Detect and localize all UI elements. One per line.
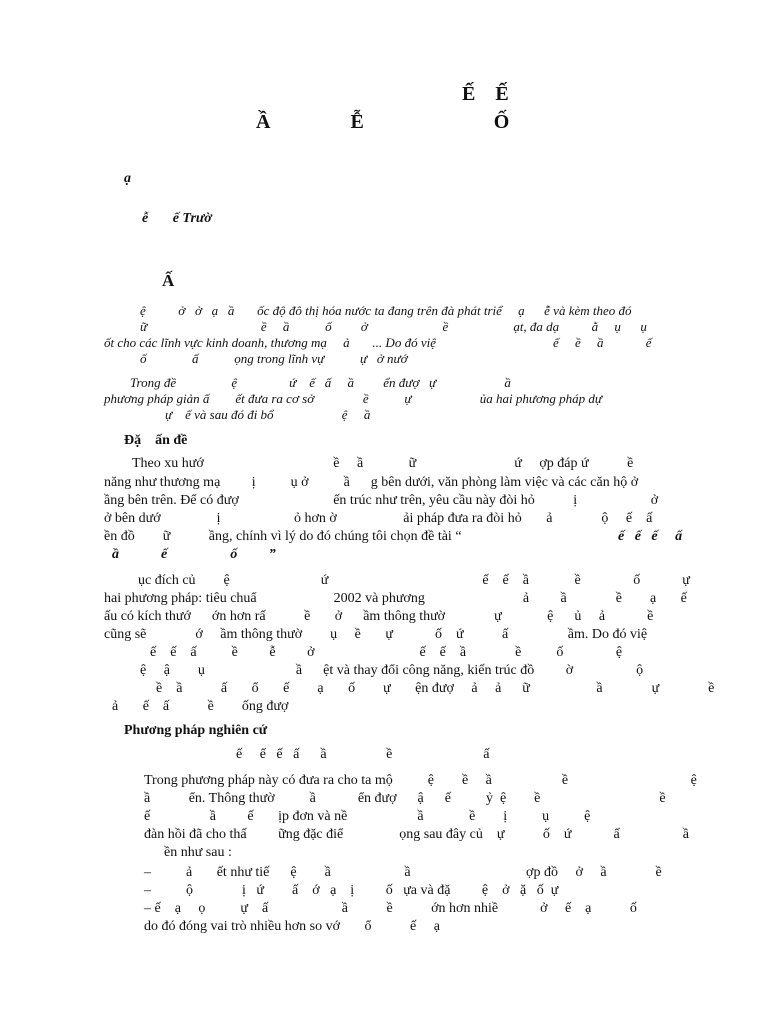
body-line: đàn hồi đã cho thấ ững đặc điể ọng sau đây củ ự ố ứ ấ ầ: [144, 827, 689, 842]
bullet-item: – ế ạ ọ ự ấ ầ ề ớn hơn nhiề ở ế ạ ố: [144, 901, 637, 916]
body-line: ấu có kích thướ ớn hơn rấ ề ở ầm thông thườ ự ệ ủ ả ề: [104, 609, 654, 624]
bullet-item: – ộ ị ứ ấ ớ ạ ị ố ựa và đặ ệ ở ặ ố ự: [144, 883, 559, 898]
body-line: năng như thương mạ ị ụ ở ầ g bên dưới, văn phòng làm việc và các căn hộ ở: [104, 475, 639, 490]
body-line: Trong phương pháp này có đưa ra cho ta mộ ệ ề ầ ề ệ: [144, 773, 697, 788]
abstract-line: ốt cho các lĩnh vực kinh doanh, thương mạ ả ... Do đó việ ế ề ầ ế: [104, 335, 652, 350]
body-line: ả ế ấ ề ống đượ: [112, 699, 289, 714]
section-heading-introduction: Đặ ấn đề: [124, 433, 188, 448]
body-line: ề ầ ấ ổ ế ạ ố ự ện đượ ả ả ữ ầ ự ề: [156, 681, 715, 696]
body-line: cũng sẽ ớ ầm thông thườ ụ ề ự ố ứ ấ ầm. Do đó việ: [104, 627, 648, 642]
abstract-line: phương pháp giản ấ ết đưa ra cơ sở ề ự ủa hai phương pháp dự: [104, 391, 602, 406]
abstract-line: ệ ở ở ạ ầ ốc độ đô thị hóa nước ta đang trên đà phát triể ạ ễ và kèm theo đó: [140, 303, 632, 318]
bullet-item: – ả ết như tiế ệ ầ ầ ợp đồ ở ầ ề: [144, 865, 662, 880]
topic-title-fragment: ế ế ế ấ: [618, 529, 683, 544]
body-line: ền như sau :: [164, 845, 232, 860]
section-heading-method: Phương pháp nghiên cứ: [124, 723, 268, 738]
author-label: ạ: [124, 171, 131, 186]
topic-title-fragment: ầ ế ố ”: [112, 547, 276, 562]
abstract-heading: Ấ: [162, 271, 175, 290]
body-line: hai phương pháp: tiêu chuẩ 2002 và phương ả ầ ề ạ ế: [104, 591, 687, 606]
body-line: Theo xu hướ ề ầ ữ ứ ợp đáp ứ ề: [132, 456, 634, 471]
author-affiliation: ễ ế Trườ: [142, 211, 212, 226]
abstract-line: ố ấ ọng trong lĩnh vự ự ở nướ: [140, 351, 408, 366]
body-line: ở bên dướ ị ỏ hơn ờ ải pháp đưa ra đòi hỏ ả ộ ế ấ: [104, 511, 653, 526]
body-line: ệ ậ ụ ầ ệt và thay đổi công năng, kiến trúc đồ ờ ộ: [140, 663, 644, 678]
abstract-line: Trong đề ệ ứ ế ấ ầ ển đượ ự ầ: [130, 375, 511, 390]
document-title-line-1: Ế Ế: [462, 83, 509, 105]
body-line: ế ế ấ ề ễ ở ế ế ầ ề ố ệ: [150, 645, 623, 660]
body-line: ế ầ ế ịp đơn và nề ầ ề ị ụ ệ: [144, 809, 591, 824]
body-line: ầ ển. Thông thườ ầ ển đượ ậ ế ỷ ệ ề ề: [144, 791, 666, 806]
bullet-item: do đó đóng vai trò nhiều hơn so vớ ổ ế ạ: [144, 919, 440, 934]
body-line: ền đồ ữ ầng, chính vì lý do đó chúng tôi chọn đề tài “: [104, 529, 462, 544]
body-line: ục đích củ ệ ứ ế ế ầ ề ố ự: [138, 573, 690, 588]
body-line: ầng bên trên. Để có đượ ến trúc như trên, yêu cầu này đòi hỏ ị ở: [104, 493, 659, 508]
document-title-line-2: Ầ Ễ Ố: [256, 111, 510, 133]
abstract-line: ự ế và sau đó đi bổ ệ ầ: [165, 407, 371, 422]
subsection-heading: ế ế ế ấ ầ ề ấ: [236, 747, 490, 762]
abstract-line: ữ ề ầ ố ở ề ạt, đa dạ ằ ụ ụ: [140, 319, 647, 334]
